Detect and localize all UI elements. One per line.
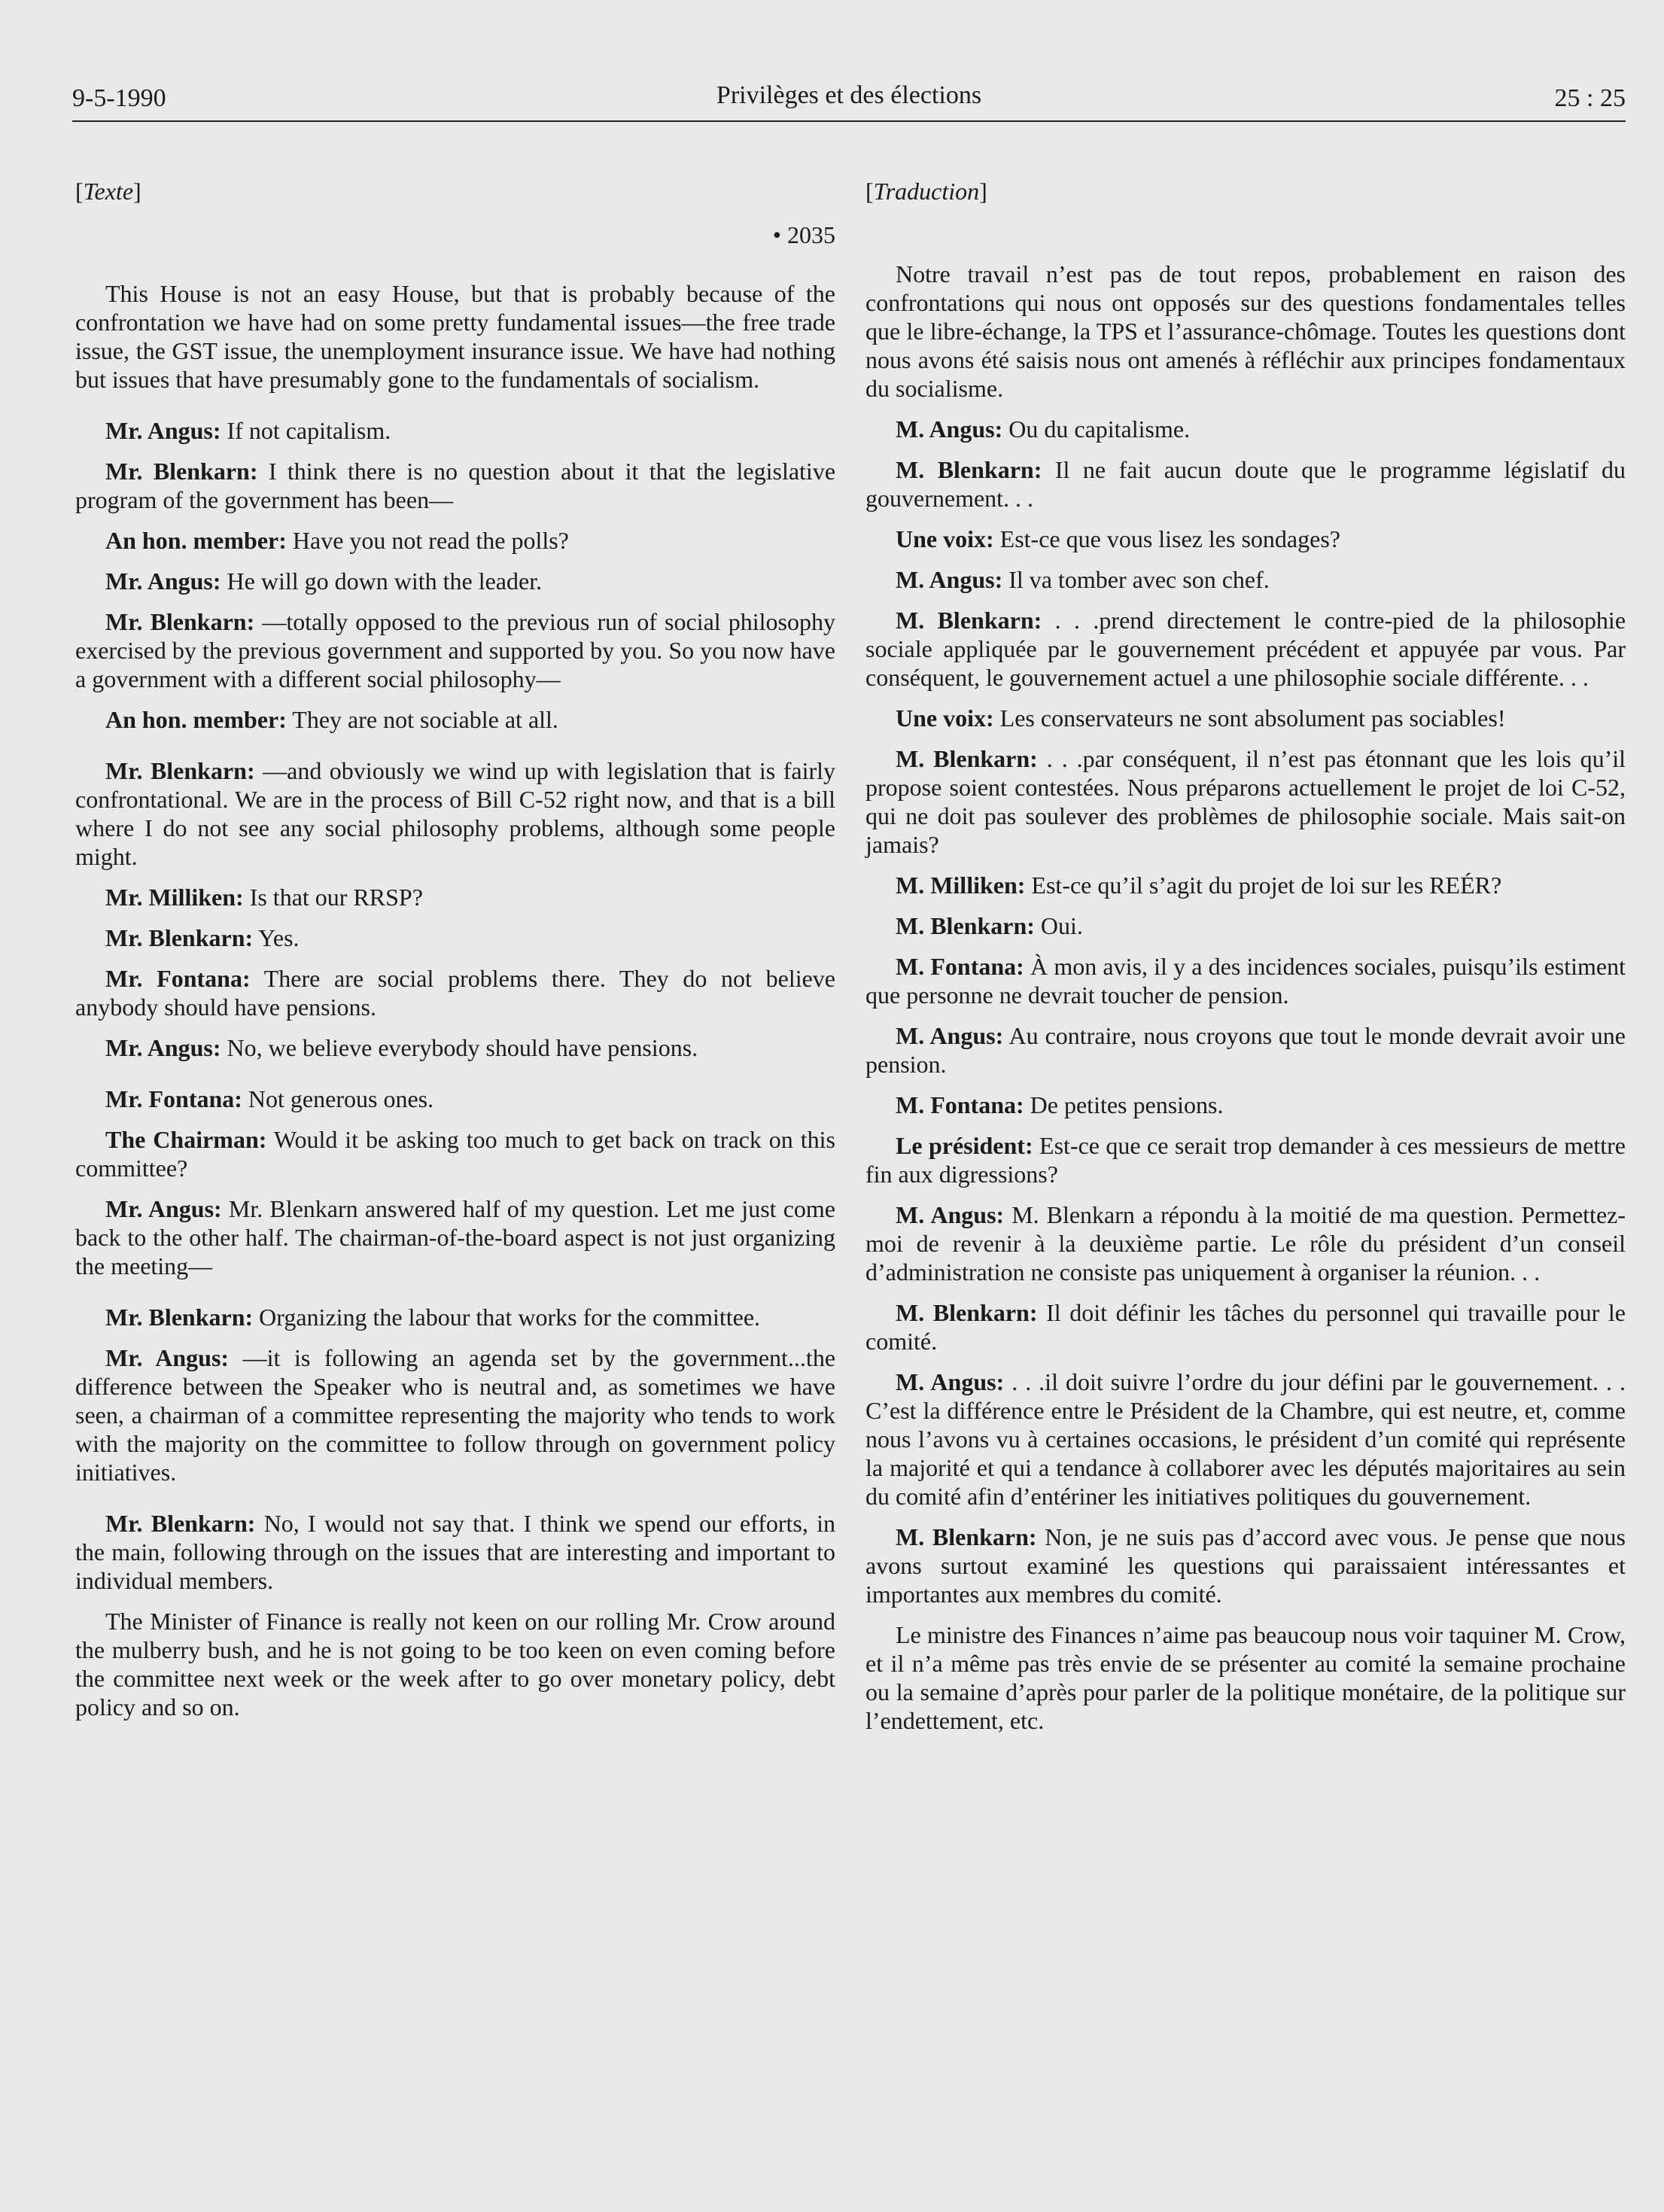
paragraph: Notre travail n’est pas de tout repos, probablement en raison des confrontations qui nous ont opposés sur des questions fondamentales telles que le libre-échange, la TPS et l’assurance-chômage. Toutes les questions dont nous avons été saisis nous ont amenés à réfléchir aux principes fondamentaux du socialisme. — [865, 260, 1626, 402]
paragraph: Le président: Est-ce que ce serait trop demander à ces messieurs de mettre fin aux digressions? — [865, 1132, 1626, 1188]
section-label-texte: [Texte] — [75, 178, 141, 205]
paragraph: M. Fontana: À mon avis, il y a des incidences sociales, puisqu’ils estiment que personne ne devrait toucher de pension. — [865, 953, 1626, 1009]
paragraph: Mr. Blenkarn: —totally opposed to the previous run of social philosophy exercised by the previous government and supported by you. So you now have a government with a different social philosophy— — [75, 608, 836, 692]
paragraph: Mr. Blenkarn: Yes. — [105, 924, 300, 951]
paragraph: M. Angus: . . .il doit suivre l’ordre du jour défini par le gouvernement. . . C’est la différence entre le Président de la Chambre, qui est neutre, et, comme nous l’avons vu à certaines occasions, le président d’un comité qui représente la majorité et qui a tendance à collaborer avec les députés majoritaires au sein du comité afin d’entériner les initiatives politiques du gouvernement. — [865, 1368, 1626, 1510]
paragraph: M. Blenkarn: . . .par conséquent, il n’est pas étonnant que les lois qu’il propose soient contestées. Nous préparons actuellement le projet de loi C-52, qui ne doit pas soulever des problèmes de philosophie sociale. Mais sait-on jamais? — [865, 745, 1626, 858]
paragraph: Mr. Angus: If not capitalism. — [105, 417, 391, 444]
paragraph: This House is not an easy House, but that is probably because of the confrontation we have had on some pretty fundamental issues—the free trade issue, the GST issue, the unemployment insurance issue. We have had nothing but issues that have presumably gone to the fundamentals of socialism. — [75, 280, 835, 393]
paragraph: Mr. Blenkarn: No, I would not say that. I think we spend our efforts, in the main, following through on the issues that are interesting and important to individual members. — [75, 1510, 836, 1594]
paragraph: An hon. member: They are not sociable at all. — [105, 706, 558, 733]
paragraph: Mr. Blenkarn: I think there is no question about it that the legislative program of the government has been— — [75, 458, 836, 513]
paragraph: M. Milliken: Est-ce qu’il s’agit du projet de loi sur les REÉR? — [896, 872, 1502, 899]
paragraph: Mr. Angus: No, we believe everybody should have pensions. — [105, 1034, 698, 1061]
time-marker: • 2035 — [772, 221, 835, 248]
paragraph: Une voix: Est-ce que vous lisez les sondages? — [896, 525, 1340, 552]
paragraph: M. Blenkarn: Il ne fait aucun doute que le programme législatif du gouvernement. . . — [865, 456, 1626, 512]
paragraph: M. Angus: Au contraire, nous croyons que tout le monde devrait avoir une pension. — [865, 1022, 1626, 1078]
paragraph: M. Blenkarn: Oui. — [896, 912, 1083, 939]
paragraph: Le ministre des Finances n’aime pas beaucoup nous voir taquiner M. Crow, et il n’a même pas très envie de se présenter au comité la semaine prochaine ou la semaine d’après pour parler de la politique monétaire, de la politique sur l’endettement, etc. — [865, 1621, 1626, 1734]
header-rule — [72, 120, 1626, 122]
paragraph: The Chairman: Would it be asking too much to get back on track on this committee? — [75, 1126, 836, 1182]
header-date: 9-5-1990 — [72, 84, 166, 112]
paragraph: Mr. Angus: —it is following an agenda set by the government...the difference between the Speaker who is neutral and, as sometimes we have seen, a chairman of a committee representing the majority who tends to work with the majority on the committee to follow through on government policy initiatives. — [75, 1344, 836, 1486]
header-title: Privilèges et des élections — [716, 81, 982, 109]
paragraph: M. Blenkarn: . . .prend directement le contre-pied de la philosophie sociale appliquée par le gouvernement précédent et appuyée par vous. Par conséquent, le gouvernement actuel a une philosophie sociale différente. . . — [865, 607, 1626, 691]
paragraph: M. Fontana: De petites pensions. — [896, 1091, 1224, 1118]
paragraph: Mr. Angus: He will go down with the leader. — [105, 567, 543, 595]
paragraph: The Minister of Finance is really not keen on our rolling Mr. Crow around the mulberry bush, and he is not going to be too keen on even coming before the committee next week or the week after to go over monetary policy, debt policy and so on. — [75, 1608, 835, 1721]
paragraph: Mr. Fontana: Not generous ones. — [105, 1085, 434, 1112]
paragraph: M. Angus: Il va tomber avec son chef. — [896, 566, 1270, 593]
paragraph: M. Blenkarn: Il doit définir les tâches du personnel qui travaille pour le comité. — [865, 1299, 1626, 1355]
paragraph: M. Angus: M. Blenkarn a répondu à la moitié de ma question. Permettez-moi de revenir à la deuxième partie. Le rôle du président d’un conseil d’administration ne consiste pas uniquement à organiser la réunion. . . — [865, 1201, 1626, 1286]
paragraph: Mr. Fontana: There are social problems there. They do not believe anybody should have pensions. — [75, 965, 836, 1021]
paragraph: Une voix: Les conservateurs ne sont absolument pas sociables! — [896, 704, 1506, 732]
paragraph: Mr. Blenkarn: —and obviously we wind up with legislation that is fairly confrontational. We are in the process of Bill C-52 right now, and that is a bill where I do not see any social philosophy problems, although some people might. — [75, 757, 836, 870]
running-header — [72, 81, 1626, 122]
paragraph: Mr. Angus: Mr. Blenkarn answered half of my question. Let me just come back to the other half. The chairman-of-the-board aspect is not just organizing the meeting— — [75, 1195, 836, 1279]
paragraph: An hon. member: Have you not read the polls? — [105, 527, 569, 554]
english-column — [75, 177, 835, 1733]
french-column — [865, 177, 1626, 1747]
paragraph: Mr. Milliken: Is that our RRSP? — [105, 884, 423, 911]
paragraph: M. Angus: Ou du capitalisme. — [896, 415, 1191, 443]
paragraph: Mr. Blenkarn: Organizing the labour that works for the committee. — [105, 1304, 761, 1331]
paragraph: M. Blenkarn: Non, je ne suis pas d’accord avec vous. Je pense que nous avons surtout examiné les questions qui paraissaient intéressantes et importantes aux membres du comité. — [865, 1523, 1626, 1608]
header-page-number: 25 : 25 — [1554, 84, 1626, 112]
section-label-traduction: [Traduction] — [865, 178, 987, 205]
